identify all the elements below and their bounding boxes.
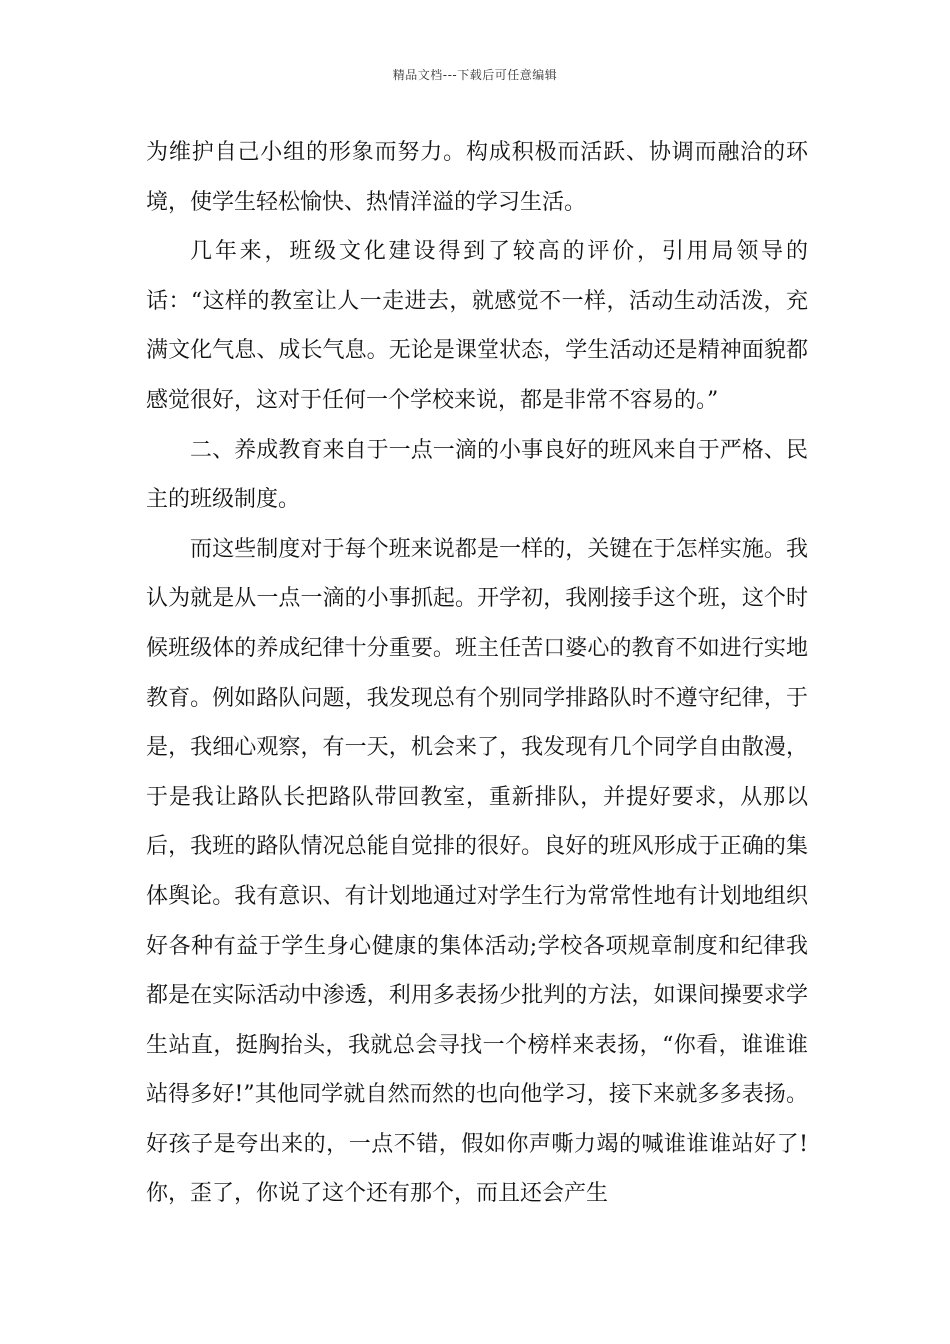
paragraph-3: 二、养成教育来自于一点一滴的小事良好的班风来自于严格、民主的班级制度。 (146, 437, 808, 513)
page-header: 精品文档---下载后可任意编辑 (392, 68, 558, 82)
paragraph-2: 几年来，班级文化建设得到了较高的评价，引用局领导的话：“这样的教室让人一走进去，就感觉不一样，活动生动活泼，充满文化气息、成长气息。无论是课堂状态，学生活动还是精神面貌都感觉很好，这对于任何一个学校来说，都是非常不容易的。” (146, 239, 808, 413)
paragraph-1: 为维护自己小组的形象而努力。构成积极而活跃、协调而融洽的环境，使学生轻松愉快、热情洋溢的学习生活。 (146, 140, 808, 215)
document-body (146, 128, 808, 1219)
paragraph-4: 而这些制度对于每个班来说都是一样的，关键在于怎样实施。我认为就是从一点一滴的小事抓起。开学初，我刚接手这个班，这个时候班级体的养成纪律十分重要。班主任苦口婆心的教育不如进行实地教育。例如路队问题，我发现总有个别同学排路队时不遵守纪律，于是，我细心观察，有一天，机会来了，我发现有几个同学自由散漫，于是我让路队长把路队带回教室，重新排队，并提好要求，从那以后，我班的路队情况总能自觉排的很好。良好的班风形成于正确的集体舆论。我有意识、有计划地通过对学生行为常常性地有计划地组织好各种有益于学生身心健康的集体活动;学校各项规章制度和纪律我都是在实际活动中渗透，利用多表扬少批判的方法，如课间操要求学生站直，挺胸抬头，我就总会寻找一个榜样来表扬，“你看，谁谁谁站得多好!”其他同学就自然而然的也向他学习，接下来就多多表扬。好孩子是夸出来的，一点不错，假如你声嘶力竭的喊谁谁谁站好了!你，歪了，你说了这个还有那个，而且还会产生 (146, 536, 808, 1207)
